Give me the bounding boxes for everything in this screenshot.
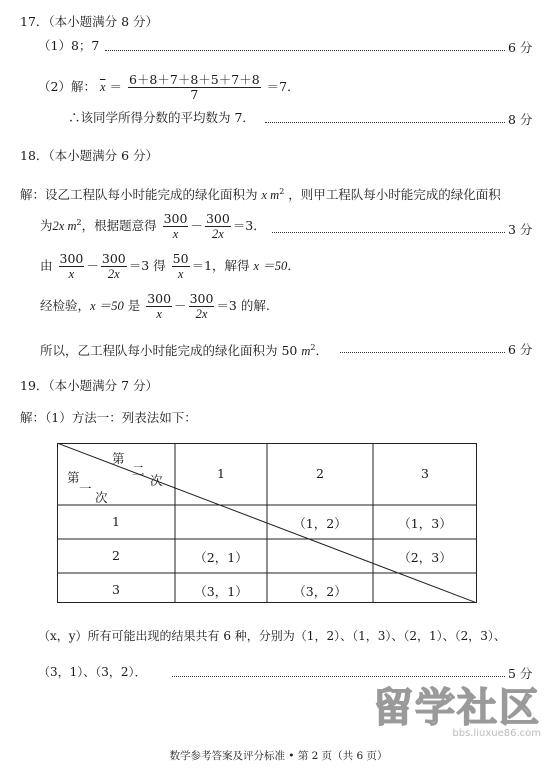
row-label-1: 1 [112,514,120,529]
q17-part2: （2）解： $\overline{x}$ ＝ $\frac{6+8+7+8+5+7+8}{7}$ ＝7． [38,72,300,102]
watermark-url: bbs.liuxue86.com [452,728,541,739]
q19-header: 19．（本小题满分 7 分） [20,378,159,393]
cell-2-1: （2，1） [194,550,248,565]
col-header-3: 3 [421,466,429,481]
mean-result: ＝7． [266,79,300,94]
cell-3-2: （3，2） [293,584,347,599]
q17-part1: （1）8；7 [38,38,100,53]
q19-result-score: 5 分 [508,666,533,681]
q18-line5: 所以，乙工程队每小时能完成的绿化面积为 50 $m^2$． [40,343,329,359]
q17-part2-label: （2）解： [38,79,96,94]
cell-1-3: （1，3） [398,516,452,531]
q17-header: 17．（本小题满分 8 分） [20,14,159,29]
mean-fraction: $\frac{6+8+7+8+5+7+8}{7}$ [128,72,260,102]
cell-1-2: （1，2） [293,516,347,531]
cell-2-3: （2，3） [398,550,452,565]
q18-line1: 解：设乙工程队每小时能完成的绿化面积为 x $m^2$ ，则甲工程队每小时能完成的绿化面积 [20,187,501,203]
q18-line5-score: 6 分 [508,342,533,357]
corner-first-3: 次 [95,490,108,505]
corner-second-1: 第 [112,451,125,466]
q18-line3: 由 $\frac{300}{x}$ － $\frac{300}{2x}$ ＝3 得 $\frac{50}{x}$ ＝1，解得 x ＝50． [40,251,300,281]
q17-conclusion-leader [265,122,505,123]
q19-result-leader [172,676,505,677]
corner-second-3: 次 [150,473,163,488]
q17-conclusion: ∴该同学所得分数的平均数为 7． [68,110,255,125]
q17-conclusion-score: 8 分 [508,112,533,127]
col-header-1: 1 [217,466,225,481]
q19-intro: 解：（1）方法一：列表法如下： [20,410,197,425]
page-footer: 数学参考答案及评分标准 • 第 2 页（共 6 页） [169,750,388,762]
q17-part1-leader [105,50,505,51]
mean-symbol: $\overline{x}$ [99,80,106,94]
row-label-3: 3 [112,582,120,597]
col-header-2: 2 [316,466,324,481]
q18-line2-leader [272,232,505,233]
q18-header: 18．（本小题满分 6 分） [20,148,159,163]
q19-result-line1: （x，y）所有可能出现的结果共有 6 种，分别为（1，2）、（1，3）、（2，1）、（2，3）、 [38,629,506,643]
watermark-logo: 留学社区 [373,685,541,731]
corner-first-2: 一 [79,481,92,496]
corner-first-1: 第 [67,470,80,485]
cell-3-1: （3，1） [194,584,248,599]
q18-line4: 经检验，x ＝50 是 $\frac{300}{x}$ － $\frac{300}{2x}$ ＝3 的解. [40,291,270,321]
row-label-2: 2 [112,548,120,563]
q18-line5-leader [340,352,505,353]
q18-line2: 为2x $m^2$，根据题意得 $\frac{300}{x}$ － $\frac{300}{2x}$ ＝3． [40,211,266,241]
q17-part1-score: 6 分 [508,40,533,55]
site-watermark [373,685,541,739]
q18-line2-score: 3 分 [508,222,533,237]
outcome-table [57,443,477,603]
q19-result-line2: （3，1）、（3，2）． [38,665,147,679]
corner-second-2: 二 [132,463,145,478]
